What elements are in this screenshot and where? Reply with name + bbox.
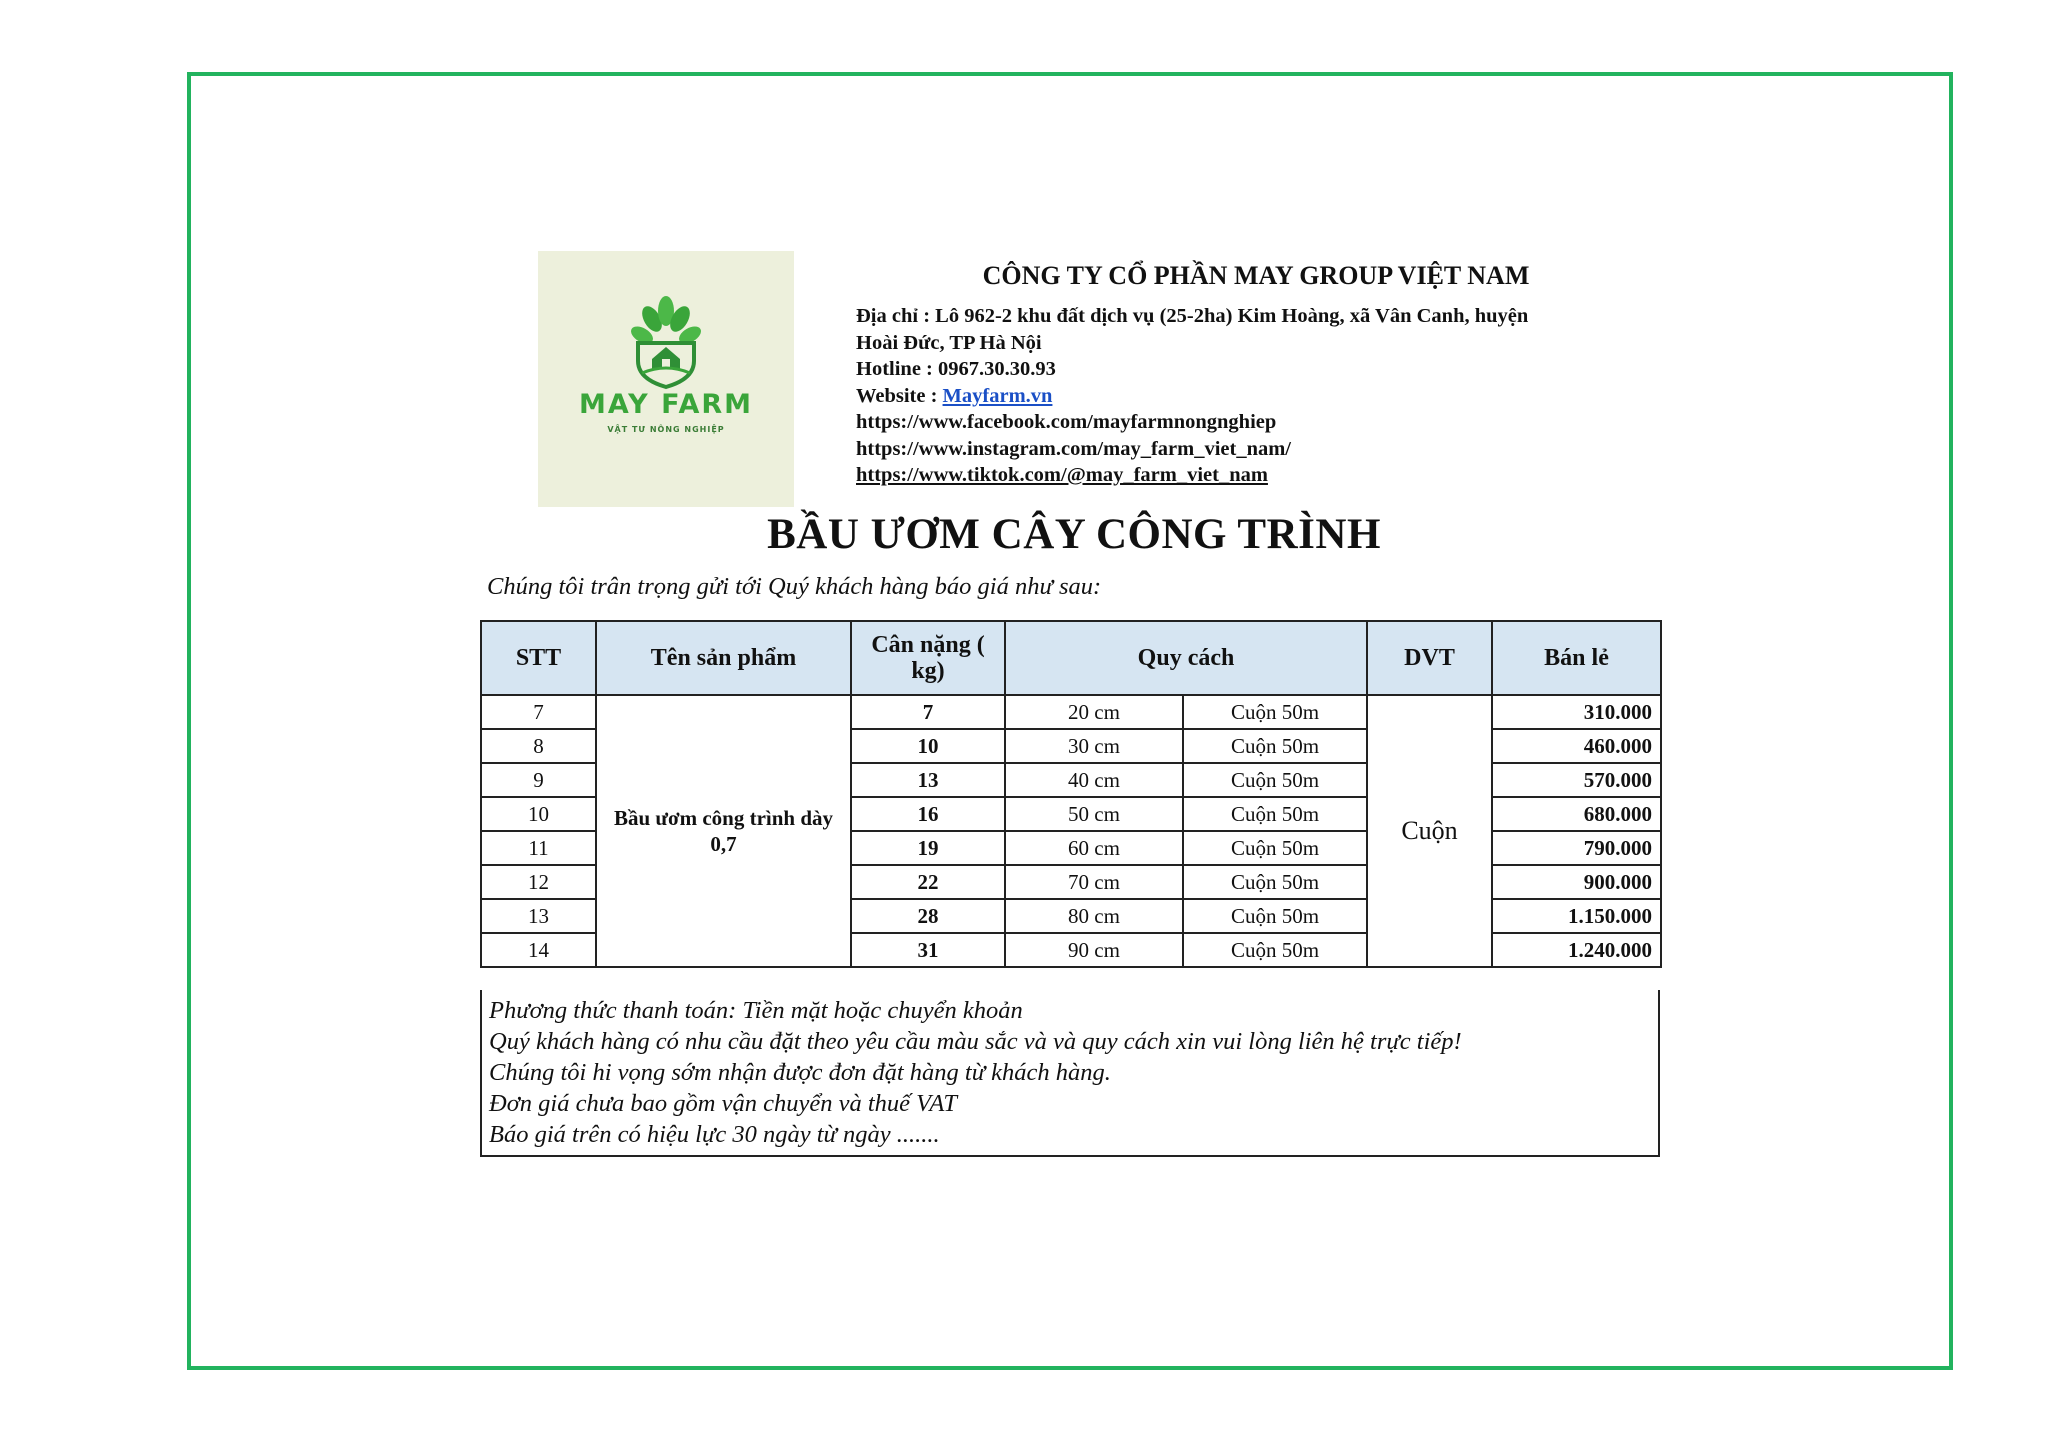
table-header-row (481, 621, 1661, 695)
cell-stt: 13 (481, 899, 596, 933)
logo-tagline: VẬT TƯ NÔNG NGHIỆP (607, 425, 725, 434)
cell-weight: 7 (851, 695, 1005, 729)
cell-stt: 14 (481, 933, 596, 967)
cell-roll: Cuộn 50m (1183, 763, 1367, 797)
cell-price: 570.000 (1492, 763, 1661, 797)
cell-stt: 11 (481, 831, 596, 865)
cell-roll: Cuộn 50m (1183, 899, 1367, 933)
cell-product-name: Bầu ươm công trình dày 0,7 (596, 695, 851, 967)
cell-weight: 19 (851, 831, 1005, 865)
company-info (856, 303, 1656, 489)
cell-roll: Cuộn 50m (1183, 933, 1367, 967)
header-name: Tên sản phẩm (596, 621, 851, 695)
cell-width: 80 cm (1005, 899, 1183, 933)
company-logo (538, 251, 794, 507)
header-stt: STT (481, 621, 596, 695)
cell-roll: Cuộn 50m (1183, 695, 1367, 729)
cell-price: 1.240.000 (1492, 933, 1661, 967)
note-hope: Chúng tôi hi vọng sớm nhận được đơn đặt hàng từ khách hàng. (489, 1059, 1111, 1086)
cell-width: 20 cm (1005, 695, 1183, 729)
cell-weight: 22 (851, 865, 1005, 899)
website-link[interactable]: Mayfarm.vn (942, 384, 1053, 407)
cell-price: 310.000 (1492, 695, 1661, 729)
website-row (856, 383, 1656, 410)
facebook-link[interactable]: https://www.facebook.com/mayfarmnongnghiep (856, 411, 1277, 433)
cell-weight: 28 (851, 899, 1005, 933)
cell-width: 40 cm (1005, 763, 1183, 797)
header-unit: DVT (1367, 621, 1492, 695)
note-custom-order: Quý khách hàng có nhu cầu đặt theo yêu cầu màu sắc và và quy cách xin vui lòng liên hệ trực tiếp! (489, 1028, 1462, 1055)
cell-price: 900.000 (1492, 865, 1661, 899)
instagram-link[interactable]: https://www.instagram.com/may_farm_viet_nam/ (856, 437, 1292, 460)
header-retail: Bán lẻ (1492, 621, 1661, 695)
cell-width: 70 cm (1005, 865, 1183, 899)
hotline: Hotline : 0967.30.30.93 (856, 358, 1056, 380)
header-spec: Quy cách (1005, 621, 1367, 695)
cell-weight: 10 (851, 729, 1005, 763)
website-label: Website : (856, 384, 943, 407)
cell-width: 60 cm (1005, 831, 1183, 865)
table-row (481, 695, 1661, 729)
cell-roll: Cuộn 50m (1183, 797, 1367, 831)
cell-price: 680.000 (1492, 797, 1661, 831)
intro-text: Chúng tôi trân trọng gửi tới Quý khách hàng báo giá như sau: (487, 573, 1102, 600)
cell-stt: 9 (481, 763, 596, 797)
tiktok-link[interactable]: https://www.tiktok.com/@may_farm_viet_nam (856, 464, 1268, 486)
cell-price: 1.150.000 (1492, 899, 1661, 933)
note-vat: Đơn giá chưa bao gồm vận chuyển và thuế VAT (489, 1090, 958, 1117)
page-title: BẦU ƯƠM CÂY CÔNG TRÌNH (767, 511, 1381, 558)
cell-width: 90 cm (1005, 933, 1183, 967)
cell-roll: Cuộn 50m (1183, 865, 1367, 899)
cell-weight: 16 (851, 797, 1005, 831)
cell-stt: 8 (481, 729, 596, 763)
price-table (480, 620, 1662, 968)
cell-stt: 10 (481, 797, 596, 831)
cell-weight: 31 (851, 933, 1005, 967)
address-line-2: Hoài Đức, TP Hà Nội (856, 331, 1042, 354)
cell-roll: Cuộn 50m (1183, 831, 1367, 865)
cell-roll: Cuộn 50m (1183, 729, 1367, 763)
leaf-house-icon (538, 251, 794, 507)
cell-unit: Cuộn (1367, 695, 1492, 967)
company-name: CÔNG TY CỔ PHẦN MAY GROUP VIỆT NAM (982, 261, 1530, 290)
cell-stt: 12 (481, 865, 596, 899)
cell-weight: 13 (851, 763, 1005, 797)
cell-stt: 7 (481, 695, 596, 729)
logo-brand: MAY FARM (578, 389, 754, 420)
note-payment: Phương thức thanh toán: Tiền mặt hoặc chuyển khoản (489, 997, 1023, 1024)
note-validity: Báo giá trên có hiệu lực 30 ngày từ ngày ....... (489, 1121, 940, 1148)
cell-width: 30 cm (1005, 729, 1183, 763)
header-weight: Cân nặng ( kg) (851, 621, 1005, 695)
cell-price: 460.000 (1492, 729, 1661, 763)
notes-box (480, 990, 1660, 1157)
cell-width: 50 cm (1005, 797, 1183, 831)
address-line-1: Địa chỉ : Lô 962-2 khu đất dịch vụ (25-2ha) Kim Hoàng, xã Vân Canh, huyện (856, 305, 1529, 327)
cell-price: 790.000 (1492, 831, 1661, 865)
